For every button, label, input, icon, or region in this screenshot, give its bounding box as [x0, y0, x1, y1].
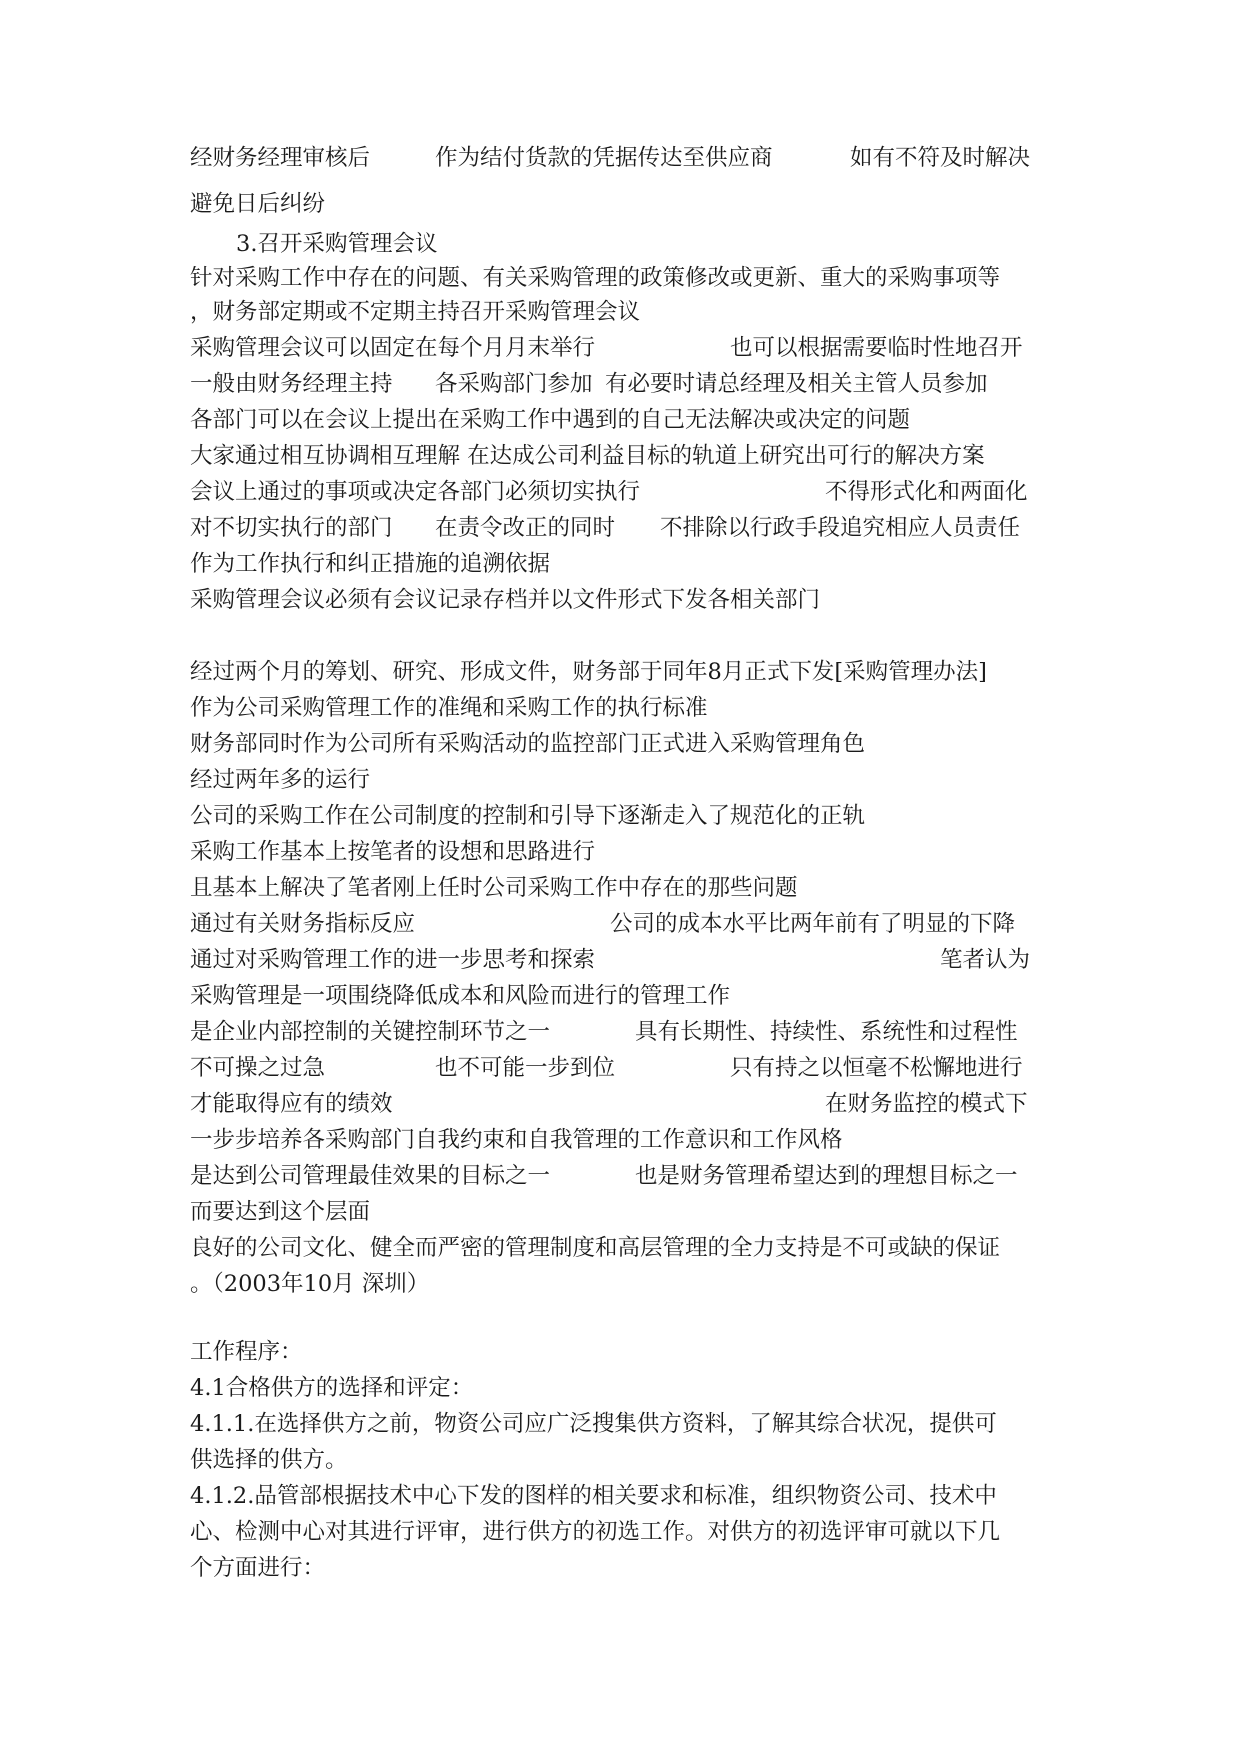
text-segment: 作为结付货款的凭据传达至供应商 — [435, 145, 773, 171]
text-segment: 通过对采购管理工作的进一步思考和探索 — [190, 947, 596, 973]
text-segment: 经财务经理审核后 — [190, 145, 371, 171]
text-segment: 采购管理会议可以固定在每个月月末举行 — [190, 335, 596, 361]
text-segment: 对不切实执行的部门 — [190, 515, 393, 541]
text-line: 采购工作基本上按笔者的设想和思路进行 — [190, 839, 596, 865]
text-line: 财务部同时作为公司所有采购活动的监控部门正式进入采购管理角色 — [190, 731, 866, 757]
text-segment: 各采购部门参加 — [435, 371, 593, 397]
text-line: 个方面进行： — [190, 1555, 326, 1581]
text-segment: 也可以根据需要临时性地召开 — [730, 335, 1023, 361]
text-line: ，财务部定期或不定期主持召开采购管理会议 — [190, 299, 641, 325]
text-segment: 有必要时请总经理及相关主管人员参加 — [605, 371, 988, 397]
text-segment: 一般由财务经理主持 — [190, 371, 393, 397]
text-line: 作为公司采购管理工作的准绳和采购工作的执行标准 — [190, 695, 708, 721]
text-line: 经过两年多的运行 — [190, 767, 371, 793]
text-line: 公司的采购工作在公司制度的控制和引导下逐渐走入了规范化的正轨 — [190, 803, 866, 829]
text-line: 经过两个月的筹划、研究、形成文件，财务部于同年8月正式下发[采购管理办法] — [190, 659, 987, 685]
text-line: 4.1.2.品管部根据技术中心下发的图样的相关要求和标准，组织物资公司、技术中 — [190, 1483, 997, 1509]
text-segment: 通过有关财务指标反应 — [190, 911, 416, 937]
text-line: 良好的公司文化、健全而严密的管理制度和高层管理的全力支持是不可或缺的保证 — [190, 1235, 1001, 1261]
text-line: 采购管理是一项围绕降低成本和风险而进行的管理工作 — [190, 983, 731, 1009]
text-segment: 也是财务管理希望达到的理想目标之一 — [635, 1163, 1018, 1189]
text-line: 心、检测中心对其进行评审，进行供方的初选工作。对供方的初选评审可就以下几 — [190, 1519, 1001, 1545]
text-line: 一步步培养各采购部门自我约束和自我管理的工作意识和工作风格 — [190, 1127, 843, 1153]
text-line: 避免日后纠纷 — [190, 191, 326, 217]
text-segment: 不可操之过急 — [190, 1055, 326, 1081]
text-segment: 才能取得应有的绩效 — [190, 1091, 393, 1117]
text-segment: 不得形式化和两面化 — [825, 479, 1028, 505]
text-segment: 是企业内部控制的关键控制环节之一 — [190, 1019, 551, 1045]
text-line: 。（2003年10月 深圳） — [190, 1271, 430, 1297]
text-line: 作为工作执行和纠正措施的追溯依据 — [190, 551, 551, 577]
text-segment: 在责令改正的同时 — [435, 515, 616, 541]
text-line: 采购管理会议必须有会议记录存档并以文件形式下发各相关部门 — [190, 587, 821, 613]
text-segment: 不排除以行政手段追究相应人员责任 — [660, 515, 1021, 541]
text-segment: 如有不符及时解决 — [850, 145, 1031, 171]
text-line: 各部门可以在会议上提出在采购工作中遇到的自己无法解决或决定的问题 — [190, 407, 911, 433]
text-line: 且基本上解决了笔者刚上任时公司采购工作中存在的那些问题 — [190, 875, 798, 901]
text-line: 4.1.1.在选择供方之前，物资公司应广泛搜集供方资料，了解其综合状况，提供可 — [190, 1411, 997, 1437]
text-line: 4.1合格供方的选择和评定： — [190, 1375, 474, 1401]
text-line: 针对采购工作中存在的问题、有关采购管理的政策修改或更新、重大的采购事项等 — [190, 265, 1001, 291]
text-segment: 在财务监控的模式下 — [825, 1091, 1028, 1117]
text-segment: 也不可能一步到位 — [435, 1055, 616, 1081]
text-segment: 笔者认为 — [940, 947, 1031, 973]
text-segment: 只有持之以恒毫不松懈地进行 — [730, 1055, 1023, 1081]
text-line: 大家通过相互协调相互理解 在达成公司利益目标的轨道上研究出可行的解决方案 — [190, 443, 985, 469]
text-line: 而要达到这个层面 — [190, 1199, 371, 1225]
section-heading: 3.召开采购管理会议 — [236, 231, 438, 257]
text-segment: 是达到公司管理最佳效果的目标之一 — [190, 1163, 551, 1189]
text-segment: 公司的成本水平比两年前有了明显的下降 — [610, 911, 1016, 937]
text-segment: 会议上通过的事项或决定各部门必须切实执行 — [190, 479, 641, 505]
text-line: 供选择的供方。 — [190, 1447, 348, 1473]
text-line: 工作程序： — [190, 1339, 303, 1365]
text-segment: 具有长期性、持续性、系统性和过程性 — [635, 1019, 1018, 1045]
